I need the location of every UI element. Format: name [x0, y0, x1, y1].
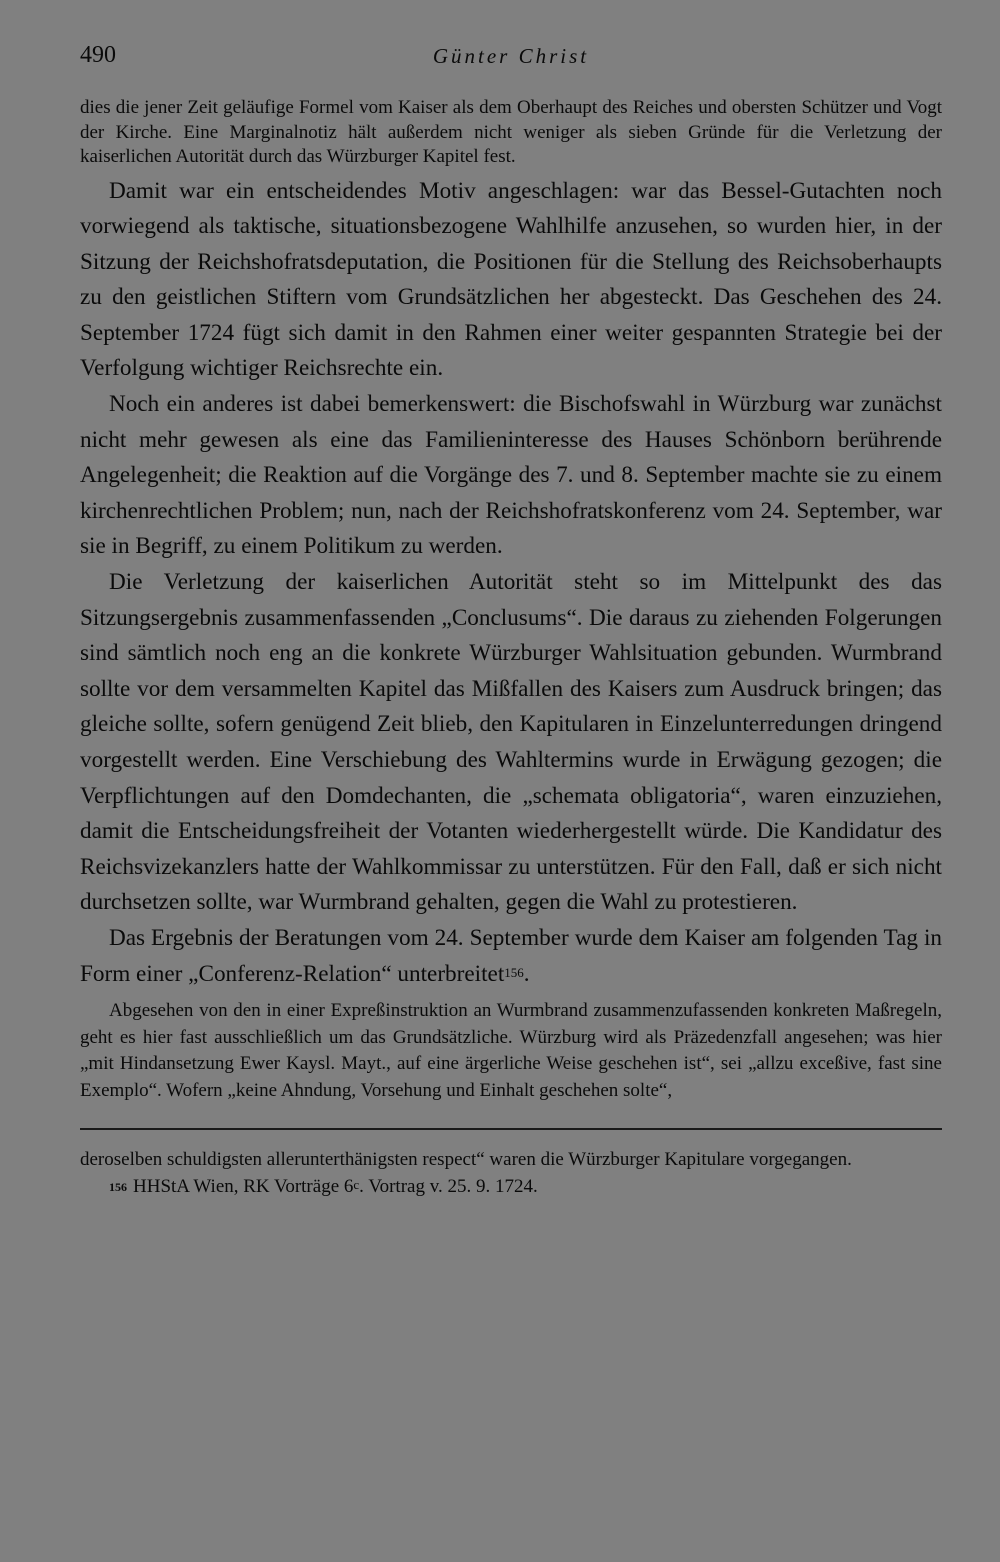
- page-number: 490: [80, 42, 116, 68]
- paragraph-text: Das Ergebnis der Beratungen vom 24. September wurde dem Kaiser am folgenden Tag in Form einer „Conferenz-Relation“ unterbreitet: [80, 924, 942, 987]
- body-paragraph: Noch ein anderes ist dabei bemerkenswert: die Bischofswahl in Würzburg war zunächst nicht mehr gewesen als eine das Familieninteresse des Hauses Schönborn berührende Angelegenheit; die Reaktion auf die Vorgänge des 7. und 8. September machte sie zu einem kirchenrechtlichen Problem; nun, nach der Reichshofratskonferenz vom 24. September, war sie in Begriff, zu einem Politikum zu werden.: [80, 391, 942, 560]
- footnote-text-end: . Vortrag v. 25. 9. 1724.: [359, 1175, 538, 1197]
- footnotes: [80, 1147, 942, 1200]
- footnote-text: HHStA Wien, RK Vorträge 6: [133, 1175, 354, 1197]
- main-text: [80, 174, 942, 993]
- running-title: Günter Christ: [432, 44, 590, 68]
- note-continuation: dies die jener Zeit geläufige Formel vom Kaiser als dem Oberhaupt des Reiches und obersten Schützer und Vogt der Kirche. Eine Marginalnotiz hält außerdem nicht weniger als sieben Gründe für die Verletzung der kaiserlichen Autorität durch das Würzburger Kapitel fest.: [80, 97, 942, 167]
- footnote-reference: 156: [504, 964, 524, 980]
- footnote-superscript: c: [353, 1176, 360, 1192]
- body-paragraph: Damit war ein entscheidendes Motiv angeschlagen: war das Bessel-Gutachten noch vorwiegend als taktische, situationsbezogene Wahlhilfe anzusehen, so wurden hier, in der Sitzung der Reichshofratsdeputation, die Positionen für die Stellung des Reichsoberhaupts zu den geistlichen Stiftern vom Grundsätzlichen her abgesteckt. Das Geschehen des 24. September 1724 fügt sich damit in den Rahmen einer weiter gespannten Strategie bei der Verfolgung wichtiger Reichsrechte ein.: [80, 177, 942, 382]
- book-page: [80, 40, 942, 1200]
- paragraph-end: .: [523, 960, 530, 987]
- body-paragraph-last: [80, 921, 942, 992]
- footnote-number: 156: [109, 1179, 127, 1194]
- small-print-paragraph: Abgesehen von den in einer Expreßinstruktion an Wurmbrand zusammenzufassenden konkreten Maßregeln, geht es hier fast ausschließlich um das Grundsätzliche. Würzburg wird als Präzedenzfall angesehen; was hier „mit Hindansetzung Ewer Kaysl. Mayt., auf eine ärgerliche Weise geschehen ist“, sei „allzu exceßive, fast sine Exemplo“. Wofern „keine Ahndung, Vorsehung und Einhalt geschehen solte“,: [80, 1000, 942, 1101]
- running-head: [80, 40, 942, 80]
- footnote: [80, 1174, 942, 1201]
- body-paragraph: Die Verletzung der kaiserlichen Autorität steht so im Mittelpunkt des das Sitzungsergebnis zusammenfassenden „Conclusums“. Die daraus zu ziehenden Folgerungen sind sämtlich noch eng an die konkrete Würzburger Wahlsituation gebunden. Wurmbrand sollte vor dem versammelten Kapitel das Mißfallen des Kaisers zum Ausdruck bringen; das gleiche sollte, sofern genügend Zeit blieb, den Kapitularen in Einzelunterredungen dringend vorgestellt werden. Eine Verschiebung des Wahltermins wurde in Erwägung gezogen; die Verpflichtungen auf den Domdechanten, die „schemata obligatoria“, waren einzuziehen, damit die Entscheidungsfreiheit der Votanten wiederhergestellt würde. Die Kandidatur des Reichsvizekanzlers hatte der Wahlkommissar zu unterstützen. Für den Fall, daß er sich nicht durchsetzen sollte, war Wurmbrand gehalten, gegen die Wahl zu protestieren.: [80, 569, 942, 916]
- footnote-divider: [80, 1128, 942, 1130]
- footnote-continuation: deroselben schuldigsten allerunterthänigsten respect“ waren die Würzburger Kapitulare vorgegangen.: [80, 1149, 852, 1171]
